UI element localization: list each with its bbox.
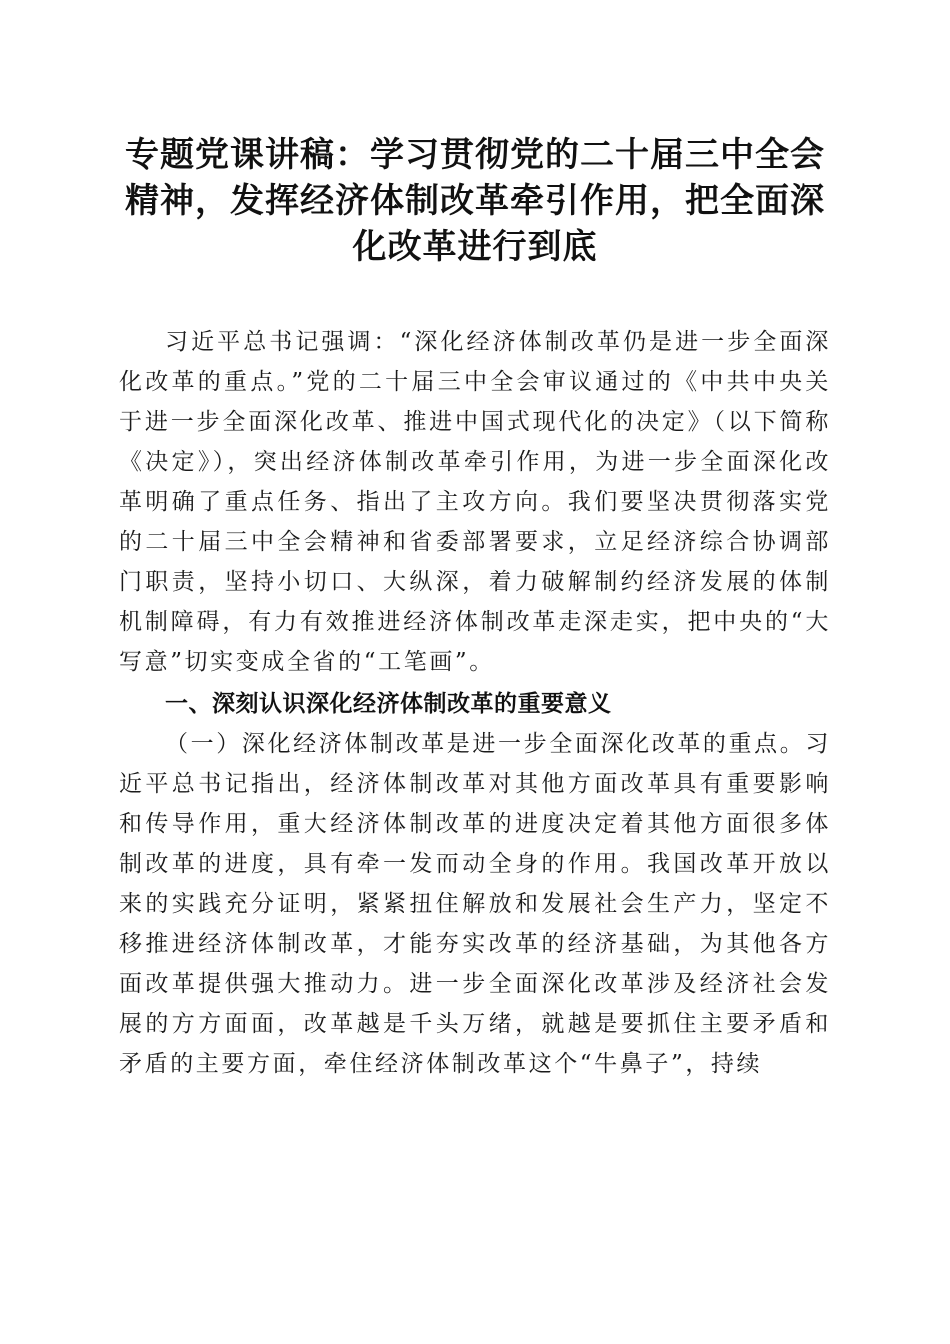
subsection-paragraph-1: （一）深化经济体制改革是进一步全面深化改革的重点。习近平总书记指出，经济体制改革对其他方面改革具有重要影响和传导作用，重大经济体制改革的进度决定着其他方面很多体制改革的进度，具有牵一发而动全身的作用。我国改革开放以来的实践充分证明，紧紧扭住解放和发展社会生产力，坚定不移推进经济体制改革，才能夯实改革的经济基础，为其他各方面改革提供强大推动力。进一步全面深化改革涉及经济社会发展的方方面面，改革越是千头万绪，就越是要抓住主要矛盾和矛盾的主要方面，牵住经济体制改革这个“牛鼻子”，持续 (119, 731, 831, 1077)
intro-paragraph: 习近平总书记强调：“深化经济体制改革仍是进一步全面深化改革的重点。”党的二十届三中全会审议通过的《中共中央关于进一步全面深化改革、推进中国式现代化的决定》（以下简称《决定》），突出经济体制改革牵引作用，为进一步全面深化改革明确了重点任务、指出了主攻方向。我们要坚决贯彻落实党的二十届三中全会精神和省委部署要求，立足经济综合协调部门职责，坚持小切口、大纵深，着力破解制约经济发展的体制机制障碍，有力有效推进经济体制改革走深走实，把中央的“大写意”切实变成全省的“工笔画”。 (119, 329, 831, 675)
section-heading-1: 一、深刻认识深化经济体制改革的重要意义 (165, 691, 612, 717)
document-title: 专题党课讲稿：学习贯彻党的二十届三中全会精神，发挥经济体制改革牵引作用，把全面深化改革进行到底 (125, 135, 825, 267)
document-body (119, 322, 831, 1084)
